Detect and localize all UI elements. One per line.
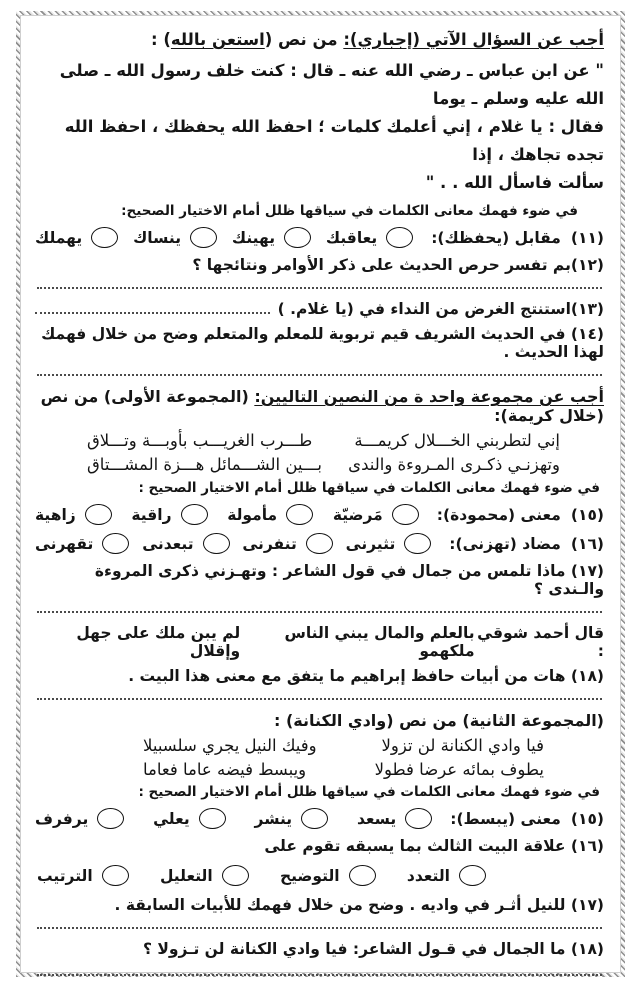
hemistich-right: فيا وادي الكنانة لن تزولا: [381, 736, 544, 755]
answer-bubble[interactable]: [386, 227, 413, 248]
answer-bubble[interactable]: [404, 533, 431, 554]
question-11: [35, 227, 604, 248]
question-number: (١٥): [570, 505, 604, 524]
question-16-group1: [35, 533, 604, 554]
answer-bubble[interactable]: [459, 865, 486, 886]
poet-intro: قال أحمد شوقي :: [477, 624, 604, 660]
answer-bubble[interactable]: [349, 865, 376, 886]
choice-option[interactable]: [35, 533, 129, 554]
choice-option[interactable]: [326, 227, 413, 248]
hadith-line-3: سألت فاسأل الله . . ": [425, 173, 604, 192]
choice-option[interactable]: [160, 865, 249, 886]
answer-bubble[interactable]: [203, 533, 230, 554]
option-label: زاهية: [35, 505, 76, 524]
answer-line[interactable]: [37, 927, 602, 929]
option-label: مأمولة: [227, 505, 278, 524]
question-number: (١١): [570, 228, 604, 247]
section1-heading: أجب عن السؤال الآتي (إجباري): من نص (استعن بالله) :: [151, 30, 604, 49]
answer-line[interactable]: [37, 611, 602, 613]
hemistich-left: لم يبن ملك على جهل وإقلال: [76, 624, 241, 660]
choice-option[interactable]: [333, 504, 419, 525]
answer-bubble[interactable]: [222, 865, 249, 886]
choice-option[interactable]: [37, 865, 129, 886]
hemistich-right: يطوف بمائه عرضا فطولا: [374, 760, 544, 779]
choice-option[interactable]: [407, 865, 486, 886]
text-title-underlined: استعن بالله: [170, 30, 265, 49]
option-label: التوضيح: [279, 866, 340, 885]
option-label: التعليل: [159, 866, 213, 885]
question-15-group2: [35, 808, 604, 829]
question-17-group1: (١٧) ماذا تلمس من جمال في قول الشاعر : وتهـزني ذكرى المروءة والـندى ؟: [94, 562, 604, 598]
hemistich-left: ويبسط فيضه عاما فعاما: [143, 760, 307, 779]
choice-option[interactable]: [242, 533, 332, 554]
option-label: يهملك: [35, 228, 83, 247]
option-label: ينشر: [254, 809, 293, 828]
question-label: مقابل (يحفظك):: [431, 228, 561, 247]
instruction-choose-correct: في ضوء فهمك معانى الكلمات في سياقها ظلل أمام الاختيار الصحيح :: [138, 784, 600, 800]
choice-option[interactable]: [35, 504, 112, 525]
question-16-group2: (١٦) علاقة البيت الثالث بما يسبقه تقوم على: [264, 837, 604, 855]
choice-option[interactable]: [131, 504, 207, 525]
hemistich-left: وفيك النيل يجري سلسبيلا: [143, 736, 317, 755]
answer-bubble[interactable]: [97, 808, 124, 829]
option-label: يعاقبك: [325, 228, 378, 247]
exam-sheet: [20, 15, 621, 973]
choice-option[interactable]: [280, 865, 376, 886]
option-label: مَرضيّة: [332, 505, 383, 524]
hemistich-left: بـــين الشـــمائل هـــزة المشـــتاق: [87, 455, 322, 474]
option-label: تقهرنى: [35, 534, 94, 553]
option-label: راقية: [131, 505, 172, 524]
answer-bubble[interactable]: [102, 533, 129, 554]
question-16-options: [35, 865, 604, 886]
option-label: يسعد: [356, 809, 397, 828]
choice-option[interactable]: [255, 808, 329, 829]
answer-bubble[interactable]: [301, 808, 328, 829]
answer-bubble[interactable]: [199, 808, 226, 829]
option-label: التعدد: [406, 866, 450, 885]
option-label: الترتيب: [37, 866, 93, 885]
poem-line-2: [35, 455, 604, 474]
poem-line-2: [35, 760, 604, 779]
hemistich-left: طـــرب الغريـــب بأوبـــة وتـــلاق: [87, 431, 313, 450]
answer-bubble[interactable]: [102, 865, 129, 886]
question-label: مضاد (تهزنى):: [449, 534, 561, 553]
instruction-choose-correct: في ضوء فهمك معانى الكلمات في سياقها ظلل أمام الاختيار الصحيح:: [121, 203, 578, 219]
question-number: (١٥): [570, 809, 604, 828]
choice-option[interactable]: [153, 808, 226, 829]
answer-bubble[interactable]: [405, 808, 432, 829]
answer-bubble[interactable]: [284, 227, 311, 248]
option-label: تنفرنى: [242, 534, 297, 553]
option-label: تبعدنى: [142, 534, 194, 553]
shawqi-verse: [35, 624, 604, 660]
question-18-group2: (١٨) ما الجمال في قـول الشاعر: فيا وادي الكنانة لن تـزولا ؟: [142, 940, 604, 958]
group2-heading: (المجموعة الثانية) من نص (وادي الكنانة) :: [274, 711, 604, 730]
hadith-line-1: " عن ابن عباس ـ رضي الله عنه ـ قال : كنت خلف رسول الله ـ صلى الله عليه وسلم ـ يوما: [59, 61, 604, 108]
choice-option[interactable]: [133, 227, 217, 248]
hemistich-right: بالعلم والمال يبني الناس ملكهمو: [284, 624, 475, 660]
question-label: معنى (محمودة):: [436, 505, 561, 524]
hadith-line-2: فقال : يا غلام ، إني أعلمك كلمات ؛ احفظ الله يحفظك ، احفظ الله تجده تجاهك ، إذا: [64, 117, 604, 164]
hemistich-right: إني لتطربني الخـــلال كريمـــة: [354, 431, 560, 450]
answer-line[interactable]: [35, 312, 270, 314]
answer-line[interactable]: [37, 698, 602, 700]
instruction-choose-correct: في ضوء فهمك معانى الكلمات في سياقها ظلل أمام الاختيار الصحيح :: [138, 480, 600, 496]
answer-bubble[interactable]: [181, 504, 208, 525]
question-15-group1: [35, 504, 604, 525]
answer-bubble[interactable]: [286, 504, 313, 525]
answer-bubble[interactable]: [190, 227, 217, 248]
question-14: (١٤) في الحديث الشريف قيم تربوية للمعلم والمتعلم وضح من خلال فهمك لهذا الحديث .: [41, 325, 604, 361]
question-number: (١٦): [570, 534, 604, 553]
hemistich-right: وتهزنـي ذكـرى المـروءة والندى: [348, 455, 560, 474]
answer-line[interactable]: [37, 974, 602, 976]
choice-option[interactable]: [227, 504, 313, 525]
question-13: (١٣)استنتج الغرض من النداء في (يا غلام. ): [35, 300, 604, 318]
answer-line[interactable]: [37, 287, 602, 289]
option-label: يرفرف: [35, 809, 89, 828]
section1-heading-underlined: أجب عن السؤال الآتي (إجباري):: [343, 30, 604, 49]
choice-option[interactable]: [35, 227, 118, 248]
answer-bubble[interactable]: [306, 533, 333, 554]
choice-option[interactable]: [142, 533, 229, 554]
group1-heading-underlined: أجب عن مجموعة واحد ة من النصين التاليين:: [254, 387, 604, 406]
option-label: ينساك: [133, 228, 182, 247]
question-label: معنى (يبسط):: [450, 809, 561, 828]
poem-line-1: [35, 431, 604, 450]
answer-line[interactable]: [37, 374, 602, 376]
question-12: (١٢)بم تفسر حرص الحديث على ذكر الأوامر ونتائجها ؟: [192, 256, 604, 274]
option-label: يعلي: [153, 809, 190, 828]
page-decorative-border: [16, 11, 625, 977]
question-18-group1: (١٨) هات من أبيات حافظ إبراهيم ما يتفق مع معنى هذا البيت .: [128, 667, 604, 685]
option-label: تثيرنى: [345, 534, 396, 553]
question-17-group2: (١٧) للنيل أثـر في واديه . وضح من خلال فهمك للأبيات السابقة .: [114, 896, 604, 914]
answer-bubble[interactable]: [91, 227, 118, 248]
choice-option[interactable]: [232, 227, 311, 248]
option-label: يهينك: [231, 228, 276, 247]
choice-option[interactable]: [346, 533, 432, 554]
poem-line-1: [35, 736, 604, 755]
answer-bubble[interactable]: [392, 504, 419, 525]
answer-bubble[interactable]: [85, 504, 112, 525]
choice-option[interactable]: [35, 808, 124, 829]
choice-option[interactable]: [357, 808, 432, 829]
group1-heading: أجب عن مجموعة واحد ة من النصين التاليين: (المجموعة الأولى) من نص (خلال كريمة):: [40, 387, 604, 425]
